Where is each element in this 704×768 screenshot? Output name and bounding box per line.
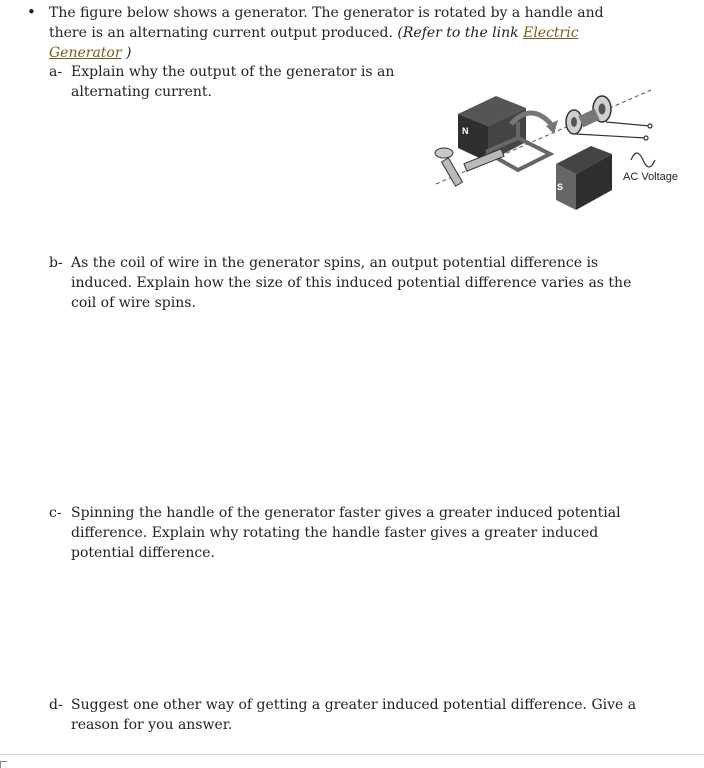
intro-line-1: The figure below shows a generator. The generator is rotated by a handle and	[49, 5, 604, 21]
intro-line-3	[49, 43, 649, 63]
question-a-text	[71, 62, 431, 102]
question-b-line-3: coil of wire spins.	[71, 295, 196, 311]
question-c-letter: c-	[49, 505, 62, 521]
close-paren: )	[121, 45, 132, 61]
intro-refer-text: (Refer to the link	[397, 25, 524, 41]
intro-line-2-text: there is an alternating current output produced.	[49, 25, 398, 41]
question-d-line-2: reason for you answer.	[71, 717, 233, 733]
page-divider	[0, 754, 704, 755]
ac-voltage-label: AC Voltage	[623, 171, 679, 183]
question-c-line-1: Spinning the handle of the generator faster gives a greater induced potential	[71, 505, 621, 521]
question-c-text	[71, 503, 691, 563]
ac-wave-icon	[631, 153, 655, 167]
question-d-text	[71, 695, 691, 735]
question-a-letter: a-	[49, 64, 63, 80]
intro-paragraph	[49, 3, 649, 63]
question-b-letter: b-	[49, 255, 63, 271]
question-d-line-1: Suggest one other way of getting a greater induced potential difference. Give a	[71, 697, 637, 713]
question-a-line-2: alternating current.	[71, 84, 212, 100]
generator-figure	[426, 82, 696, 217]
question-b-line-2: induced. Explain how the size of this induced potential difference varies as the	[71, 275, 632, 291]
slip-rings	[566, 96, 611, 134]
electric-generator-link-part-2[interactable]: Generator	[49, 45, 122, 61]
question-d-letter: d-	[49, 697, 63, 713]
south-label: S	[557, 182, 564, 192]
question-c-line-3: potential difference.	[71, 545, 215, 561]
bullet-point: •	[27, 3, 36, 21]
question-a-line-1: Explain why the output of the generator is an	[71, 64, 395, 80]
question-b-line-1: As the coil of wire in the generator spins, an output potential difference is	[71, 255, 599, 271]
question-c-line-2: difference. Explain why rotating the handle faster gives a greater induced	[71, 525, 599, 541]
electric-generator-link-part-1[interactable]: Electric	[523, 25, 579, 41]
question-b-text	[71, 253, 691, 313]
south-magnet	[556, 146, 612, 210]
intro-line-2	[49, 23, 649, 43]
north-label: N	[462, 126, 469, 136]
